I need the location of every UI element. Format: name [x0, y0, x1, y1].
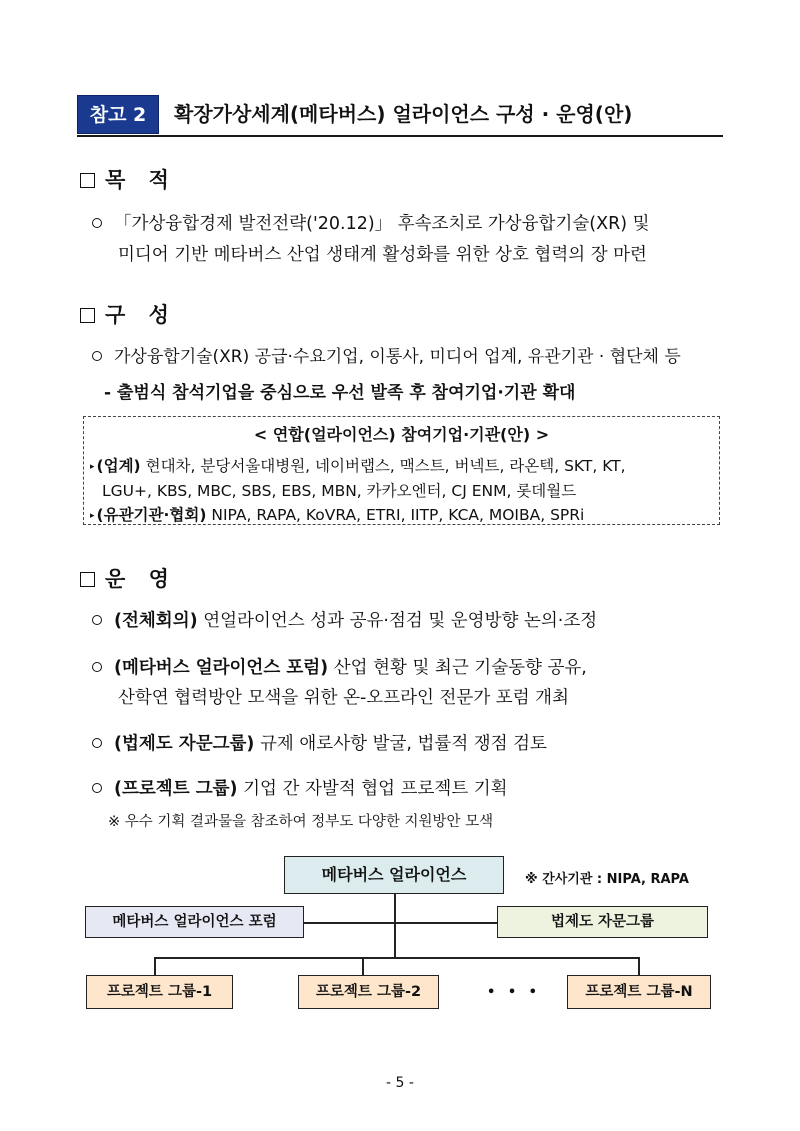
operation-note — [108, 810, 493, 834]
item-head: (전체회의) — [114, 611, 198, 631]
members-box-title: < 연합(얼라이언스) 참여기업·기관(안) > — [253, 425, 550, 444]
item-body: 연얼라이언스 성과 공유·점검 및 운영방향 논의·조정 — [203, 611, 598, 631]
item-head: (법제도 자문그룹) — [114, 734, 255, 754]
members-industry-line-1 — [90, 454, 626, 476]
circle-bullet-icon — [92, 218, 102, 228]
circle-bullet-icon — [92, 738, 102, 748]
operation-item-3 — [92, 732, 547, 756]
secretariat-note: ※ 간사기관 : NIPA, RAPA — [525, 872, 689, 887]
org-top-alliance: 메타버스 얼라이언스 — [284, 856, 504, 894]
purpose-line-1 — [92, 212, 650, 236]
section-label: 운 영 — [105, 567, 177, 591]
composition-line-1 — [92, 345, 681, 369]
page-number: - 5 - — [386, 1075, 414, 1091]
org-project-group: 프로젝트 그룹-1 — [86, 975, 233, 1009]
composition-line-2 — [104, 381, 575, 405]
connector-vertical-main — [394, 894, 396, 958]
purpose-line-2 — [118, 243, 647, 267]
purpose-text-2: 미디어 기반 메타버스 산업 생태계 활성화를 위한 상호 협력의 장 마련 — [118, 245, 647, 265]
item-body: 산업 현황 및 최근 기술동향 공유, — [333, 658, 587, 678]
item-head: (메타버스 얼라이언스 포럼) — [114, 658, 329, 678]
title-underline — [77, 135, 723, 137]
section-composition-heading — [80, 299, 177, 329]
ellipsis: • • • — [487, 985, 541, 1000]
section-label: 구 성 — [105, 303, 177, 327]
org-law-advisory: 법제도 자문그룹 — [497, 906, 708, 938]
square-bullet-icon — [80, 173, 95, 188]
section-operation-heading — [80, 563, 177, 593]
connector-project-2 — [362, 957, 364, 975]
industry-text-1: 현대차, 분당서울대병원, 네이버랩스, 맥스트, 버넥트, 라온텍, SKT, KT, — [145, 457, 626, 475]
note-text: ※ 우수 기획 결과물을 참조하여 정부도 다양한 지원방안 모색 — [108, 814, 494, 830]
circle-bullet-icon — [92, 615, 102, 625]
item-body: 기업 간 자발적 협업 프로젝트 기획 — [243, 779, 508, 799]
composition-text-2: - 출범식 참석기업을 중심으로 우선 발족 후 참여기업·기관 확대 — [104, 383, 576, 403]
section-label: 목 적 — [105, 168, 177, 192]
operation-item-2 — [92, 656, 587, 680]
square-bullet-icon — [80, 572, 95, 587]
circle-bullet-icon — [92, 351, 102, 361]
industry-label: (업계) — [96, 457, 141, 475]
circle-bullet-icon — [92, 783, 102, 793]
operation-item-2-line-2 — [118, 686, 569, 710]
org-text: NIPA, RAPA, KoVRA, ETRI, IITP, KCA, MOIBA, SPRi — [211, 506, 585, 524]
org-label: (유관기관·협회) — [96, 506, 207, 524]
reference-badge: 참고 2 — [77, 95, 159, 134]
triangle-bullet-icon: ▸ — [90, 511, 95, 521]
square-bullet-icon — [80, 308, 95, 323]
org-project-group: 프로젝트 그룹-N — [567, 975, 711, 1009]
item-body-continued: 산학연 협력방안 모색을 위한 온-오프라인 전문가 포럼 개최 — [118, 688, 569, 708]
connector-forum-law — [304, 922, 497, 924]
org-forum: 메타버스 얼라이언스 포럼 — [85, 906, 304, 938]
circle-bullet-icon — [92, 662, 102, 672]
members-org-line — [90, 503, 584, 525]
connector-project-n — [638, 957, 640, 975]
connector-project-1 — [154, 957, 156, 975]
purpose-text-1: 「가상융합경제 발전전략('20.12)」 후속조치로 가상융합기술(XR) 및 — [114, 214, 650, 234]
operation-item-4 — [92, 777, 508, 801]
composition-text-1: 가상융합기술(XR) 공급·수요기업, 이통사, 미디어 업계, 유관기관 · 협단체 등 — [114, 347, 681, 367]
members-industry-line-2 — [102, 479, 576, 501]
item-head: (프로젝트 그룹) — [114, 779, 238, 799]
triangle-bullet-icon: ▸ — [90, 462, 95, 472]
operation-item-1 — [92, 609, 597, 633]
section-purpose-heading — [80, 164, 177, 194]
org-project-group: 프로젝트 그룹-2 — [298, 975, 439, 1009]
connector-projects-bar — [154, 957, 638, 959]
item-body: 규제 애로사항 발굴, 법률적 쟁점 검토 — [260, 734, 547, 754]
page-title: 확장가상세계(메타버스) 얼라이언스 구성 · 운영(안) — [174, 102, 633, 126]
industry-text-2: LGU+, KBS, MBC, SBS, EBS, MBN, 카카오엔터, CJ ENM, 롯데월드 — [102, 482, 577, 500]
